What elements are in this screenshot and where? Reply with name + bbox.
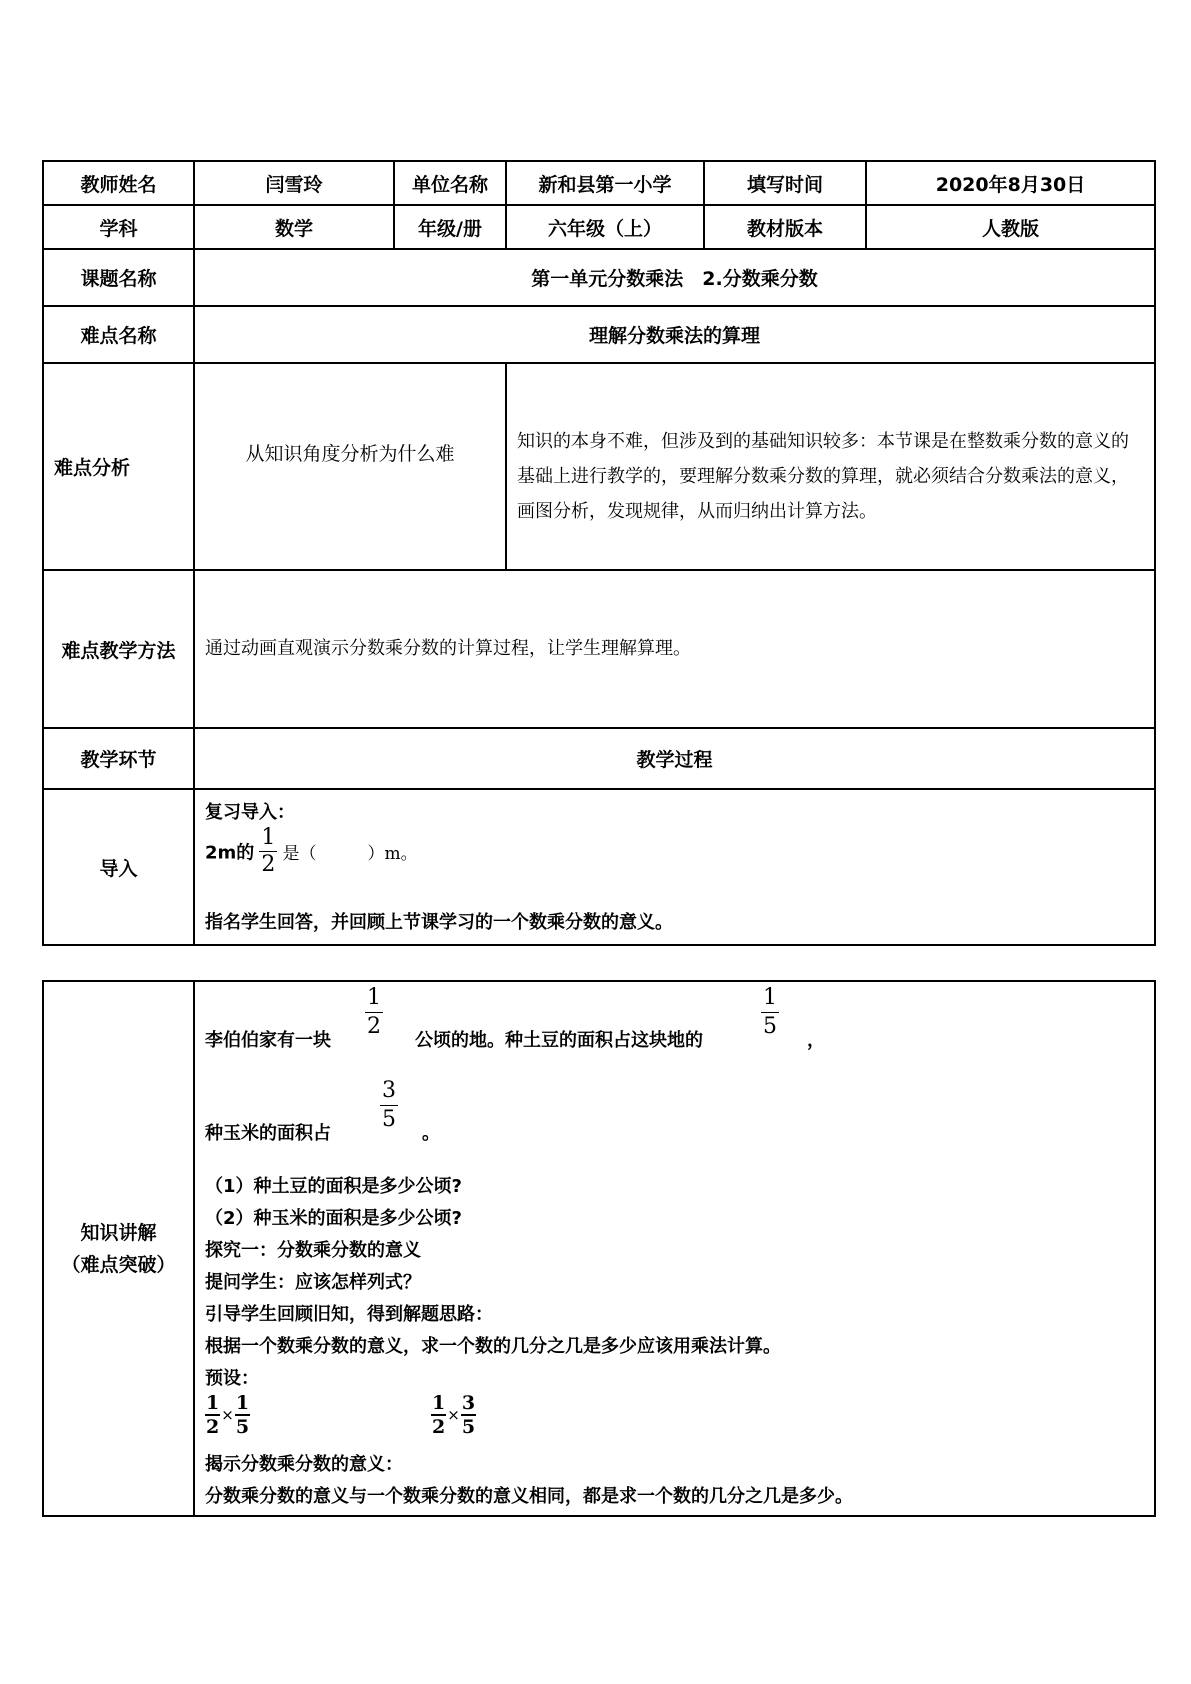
fraction-numerator: 1 [235, 1392, 250, 1414]
fill-date-label: 填写时间 [704, 161, 866, 205]
fraction-denominator: 2 [367, 1014, 381, 1039]
fraction-denominator: 5 [461, 1416, 476, 1438]
knowledge-label: 知识讲解 [80, 1221, 157, 1244]
unit-name-label: 单位名称 [394, 161, 506, 205]
fraction-denominator: 5 [235, 1416, 250, 1438]
fraction-one-half [431, 1392, 446, 1438]
method-label: 难点教学方法 [43, 570, 194, 728]
intro-note: 指名学生回答，并回顾上节课学习的一个数乘分数的意义。 [205, 912, 673, 933]
problem-line-2a: 种玉米的面积占 [205, 1123, 331, 1144]
fraction-numerator: 1 [365, 984, 383, 1013]
grade-label: 年级/册 [394, 205, 506, 249]
problem-line-1a: 李伯伯家有一块 [205, 1030, 331, 1051]
subject-value: 数学 [194, 205, 394, 249]
process-stage-label: 教学环节 [43, 728, 194, 789]
fraction-one-half [205, 1392, 220, 1438]
analysis-label: 难点分析 [43, 363, 194, 570]
fraction-three-fifths [461, 1392, 476, 1438]
lesson-info-table [42, 160, 1156, 946]
process-header: 教学过程 [194, 728, 1155, 789]
problem-line-2b: 。 [422, 1123, 440, 1144]
times-sign: × [221, 1406, 234, 1424]
fraction-denominator: 2 [432, 1416, 446, 1438]
knowledge-label-cell [43, 981, 194, 1516]
reveal-heading: 揭示分数乘分数的意义： [205, 1454, 403, 1475]
fraction-numerator: 3 [380, 1077, 398, 1106]
fraction-numerator: 3 [461, 1392, 476, 1414]
teacher-name-label: 教师姓名 [43, 161, 194, 205]
topic-value: 第一单元分数乘法 2.分数乘分数 [194, 249, 1155, 306]
guide-students: 引导学生回顾旧知，得到解题思路： [205, 1304, 493, 1325]
fraction-denominator: 5 [763, 1014, 777, 1039]
preset-label: 预设： [205, 1368, 259, 1389]
intro-question [205, 825, 418, 878]
review-heading: 复习导入： [205, 802, 295, 823]
fraction-one-half [259, 825, 277, 878]
times-sign: × [447, 1406, 460, 1424]
fraction-one-fifth [761, 984, 779, 1041]
grade-value: 六年级（上） [506, 205, 704, 249]
fraction-numerator: 1 [761, 984, 779, 1013]
fraction-denominator: 5 [382, 1107, 396, 1132]
knowledge-content [194, 981, 1155, 1516]
fraction-denominator: 2 [206, 1416, 220, 1438]
fraction-one-half [365, 984, 383, 1041]
knowledge-table [42, 980, 1156, 1517]
question-2: （2）种玉米的面积是多少公顷? [205, 1208, 462, 1229]
difficulty-value: 理解分数乘法的算理 [194, 306, 1155, 363]
problem-line-1b: 公顷的地。种土豆的面积占这块地的 [415, 1030, 703, 1051]
fraction-denominator: 2 [261, 852, 276, 877]
edition-label: 教材版本 [704, 205, 866, 249]
fill-date-value: 2020年8月30日 [866, 161, 1155, 205]
question-1: （1）种土豆的面积是多少公顷? [205, 1176, 462, 1197]
analysis-text: 知识的本身不难，但涉及到的基础知识较多：本节课是在整数乘分数的意义的基础上进行教学的，要理解分数乘分数的算理，就必须结合分数乘法的意义，画图分析，发现规律，从而归纳出计算方法。 [506, 363, 1155, 570]
teacher-name-value: 闫雪玲 [194, 161, 394, 205]
problem-line-1c: ， [807, 1030, 825, 1051]
fraction-three-fifths [380, 1077, 398, 1134]
fraction-numerator: 1 [261, 825, 276, 850]
explore-heading: 探究一：分数乘分数的意义 [205, 1240, 421, 1261]
ask-students: 提问学生：应该怎样列式？ [205, 1272, 421, 1293]
question-suffix: 是（ ）m。 [282, 844, 418, 864]
fraction-one-fifth [235, 1392, 250, 1438]
subject-label: 学科 [43, 205, 194, 249]
reasoning: 根据一个数乘分数的意义，求一个数的几分之几是多少应该用乘法计算。 [205, 1336, 781, 1357]
expression-1 [205, 1392, 250, 1438]
knowledge-label-sub: （难点突破） [61, 1253, 176, 1276]
method-text: 通过动画直观演示分数乘分数的计算过程，让学生理解算理。 [194, 570, 1155, 728]
question-prefix: 2m的 [205, 842, 255, 864]
meaning-statement: 分数乘分数的意义与一个数乘分数的意义相同，都是求一个数的几分之几是多少。 [205, 1486, 853, 1507]
difficulty-label: 难点名称 [43, 306, 194, 363]
unit-name-value: 新和县第一小学 [506, 161, 704, 205]
intro-label: 导入 [43, 789, 194, 945]
fraction-numerator: 1 [432, 1392, 446, 1414]
edition-value: 人教版 [866, 205, 1155, 249]
analysis-sub-label: 从知识角度分析为什么难 [194, 363, 506, 570]
expression-2 [431, 1392, 476, 1438]
topic-label: 课题名称 [43, 249, 194, 306]
fraction-numerator: 1 [206, 1392, 220, 1414]
intro-cell [194, 789, 1155, 945]
